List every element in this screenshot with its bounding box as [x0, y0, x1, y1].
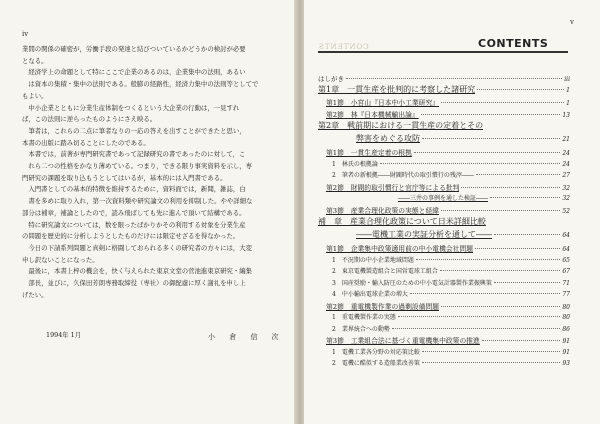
preface-line: の問題を歴史的に分析しようとしたものだけには限定せざるを得なかった。 — [22, 232, 240, 241]
leader-dots — [482, 340, 561, 341]
toc-entry-label: 2 筆者の新根拠――財閥時代の取引慣行の残滓―― — [332, 172, 474, 179]
toc-entry-label: 第1節 企業集中政策適用前の中小電機会社問題 — [326, 245, 474, 253]
toc-entry-label: 第2章 戦前期における一貫生産の定着とその — [318, 121, 484, 130]
toc-entry-label: 第3節 工業組合法に基づく重電機集中政策の推進 — [326, 337, 480, 345]
toc-entry-label: 4 中小輸出電球企業の増大 — [332, 291, 408, 298]
toc-page-number: 52 — [562, 207, 570, 215]
toc-entry-label: 1 重電機製作業の実態 — [332, 314, 396, 321]
table-of-contents — [318, 74, 570, 370]
left-page-number: iv — [22, 30, 29, 38]
preface-line: 書を多めに取り入れ，第一次資料類や研究論文の利用を抑制した。やや詳細な — [28, 197, 253, 206]
toc-page-number: 93 — [562, 360, 570, 367]
toc-entry[interactable] — [332, 255, 570, 267]
toc-entry[interactable] — [318, 74, 570, 84]
toc-page-number: 21 — [562, 136, 570, 143]
toc-page-number: iii — [564, 76, 570, 83]
leader-dots — [494, 234, 560, 235]
toc-entry-label: ――電機工業の実証分析を通して―― — [356, 230, 492, 239]
preface-line: 部長，並びに，久保田芳朗専務取締役（専社）の御配慮に厚く謝礼を申し上 — [28, 279, 246, 288]
preface-line: 最後に，本書上梓の機会を，快く与えられた東京文堂の菅池進東京研究・編集 — [28, 267, 253, 276]
toc-entry[interactable] — [318, 216, 570, 229]
toc-entry-label: 第2節 重電機製作業の過剰設備問題 — [326, 302, 440, 311]
leader-dots — [410, 293, 561, 294]
leader-dots — [422, 351, 561, 352]
toc-entry-label: はしがき — [318, 75, 344, 83]
preface-line: 業間の関係の確密が，労働手段の発達と結びついているかどうかの検討が必要 — [22, 45, 246, 53]
leader-dots — [476, 174, 561, 175]
preface-line: 本書の出版に踏み切ることにしたのである。 — [22, 138, 150, 147]
toc-entry-label: 弊害をめぐる攻防 — [356, 134, 420, 143]
preface-line: 本書では，前著が専門研究書であって記録研究の書であったのに対して，こ — [28, 150, 246, 159]
author-name: 小 倉 信 次 — [208, 333, 285, 341]
title-rule — [318, 51, 568, 53]
leader-dots — [346, 78, 562, 79]
toc-entry[interactable] — [332, 278, 570, 290]
toc-entry-label: 3 国産奨励・輸入防圧のための中小電気計器製作業振興策 — [332, 279, 492, 287]
toc-entry[interactable] — [326, 205, 570, 217]
preface-line: 筆者は，これらの二点に筆者なりの一応の答えを出すことができたと思い， — [28, 126, 246, 135]
toc-page-number: 32 — [562, 184, 570, 192]
toc-entry-label: 1 電機工業各分野の対応策比較 — [332, 348, 420, 356]
preface-line: 入門書としての基本的特徴を維持するために，資料面では，新聞，雑誌，白 — [28, 185, 246, 194]
show-through-text: CONTENTS — [318, 43, 369, 51]
toc-page-number: 65 — [562, 256, 570, 264]
leader-dots — [416, 259, 561, 260]
leader-dots — [422, 362, 561, 363]
left-page — [0, 0, 296, 424]
toc-page-number: 80 — [562, 314, 570, 321]
toc-entry[interactable] — [326, 147, 570, 159]
toc-entry[interactable] — [332, 289, 570, 301]
leader-dots — [421, 114, 561, 115]
preface-line: 今日の下請系列問題と真剣に格闘しておられる多くの研究者の方々には，大変 — [28, 243, 253, 252]
toc-entry[interactable] — [398, 193, 570, 205]
leader-dots — [441, 306, 560, 307]
toc-page-number: 27 — [562, 172, 570, 179]
preface-line: となる。 — [22, 56, 48, 65]
preface-line: 部分は補章，補論としたので，読み飛ばしても先に進んで頂いて結構である。 — [22, 208, 246, 217]
toc-entry[interactable] — [318, 84, 570, 97]
toc-page-number: 24 — [562, 160, 570, 168]
toc-page-number: 71 — [562, 279, 570, 287]
preface-line: 申し訳ないことになった。 — [22, 255, 99, 264]
toc-entry-label: 第1節 一貫生産定着の根拠 — [326, 149, 412, 157]
toc-entry[interactable] — [326, 243, 570, 255]
toc-entry[interactable] — [332, 159, 570, 171]
toc-entry[interactable] — [326, 97, 570, 109]
toc-entry[interactable] — [356, 229, 570, 243]
preface-text — [22, 44, 290, 301]
toc-entry[interactable] — [318, 120, 570, 133]
toc-entry[interactable] — [332, 266, 570, 278]
leader-dots — [494, 282, 561, 283]
toc-entry[interactable] — [332, 324, 570, 336]
toc-entry[interactable] — [326, 182, 570, 194]
leader-dots — [477, 89, 564, 90]
contents-title: CONTENTS — [478, 37, 549, 50]
leader-dots — [398, 316, 561, 317]
toc-entry[interactable] — [326, 109, 570, 121]
preface-line: は資本の集積・集中の法則である。般膨の経路性，経済力集中の法則等としてで — [28, 80, 259, 89]
toc-entry-label: 第1章 一貫生産を批判的に考察した諸研究 — [318, 85, 476, 94]
preface-line: れら二つの性格をかなり薄めている。つまり，できる限り事実資料を示し，専 — [28, 162, 253, 171]
toc-page-number: 67 — [562, 268, 570, 275]
toc-page-number: 24 — [562, 150, 570, 157]
leader-dots — [422, 138, 560, 139]
toc-page-number: 1 — [566, 87, 570, 94]
toc-entry-label: ――三井の事例を通した検証―― — [398, 195, 489, 202]
toc-page-number: 32 — [562, 195, 570, 202]
toc-entry[interactable] — [332, 358, 570, 370]
toc-page-number: 13 — [562, 111, 570, 119]
toc-page-number: 91 — [562, 348, 570, 356]
toc-entry-label: 1 林氏の根拠論 — [332, 160, 378, 168]
leader-dots — [392, 328, 561, 329]
preface-line: もよい。 — [22, 91, 48, 100]
leader-dots — [461, 187, 560, 188]
toc-page-number: 64 — [562, 246, 570, 253]
preface-line: げたい。 — [22, 290, 48, 299]
leader-dots — [414, 152, 560, 153]
toc-entry-label: 第3節 産業合理化政策の実態と経緯 — [326, 206, 440, 215]
preface-line: 中小企業とともに分業生産体制をつくるという大企業の行動は，一見すれ — [28, 103, 240, 112]
toc-entry-label: 第1節 小宮山『日本中小工業研究』 — [326, 99, 440, 107]
preface-date: 1994年 1月 — [46, 331, 82, 339]
toc-entry[interactable] — [356, 133, 570, 147]
toc-entry-label: 第2節 林『日本機械輸出論』 — [326, 110, 419, 119]
toc-page-number: 77 — [562, 291, 570, 298]
preface-line: ば，この法則に逆らったものようにさえ映る。 — [22, 115, 157, 124]
toc-page-number: 91 — [562, 338, 570, 345]
toc-page-number: 80 — [562, 303, 570, 311]
leader-dots — [440, 270, 561, 271]
preface-line: 特に研究論文については，数を限ったばかりかその利用する対象を分業生産 — [28, 220, 246, 229]
toc-page-number: 86 — [562, 325, 570, 333]
toc-entry-label: 1 不況期の中小企業地域問題 — [332, 256, 414, 264]
toc-entry-label: 第2節 財閥的取引慣行と官庁等による批判 — [326, 183, 460, 192]
toc-entry[interactable] — [332, 347, 570, 359]
toc-entry[interactable] — [326, 301, 570, 313]
leader-dots — [490, 197, 560, 198]
toc-entry[interactable] — [332, 170, 570, 182]
toc-entry-label: 2 業界統合への動勢 — [332, 325, 390, 333]
preface-line: 経済学上の命題として特にここで企業のあるのは，企業集中の法則，あるい — [28, 68, 246, 77]
toc-page-number: 64 — [562, 232, 570, 239]
leader-dots — [441, 210, 560, 211]
leader-dots — [380, 163, 561, 164]
toc-page-number: 1 — [566, 100, 570, 107]
toc-entry[interactable] — [326, 335, 570, 347]
right-page-number: v — [570, 18, 574, 26]
toc-entry[interactable] — [332, 312, 570, 324]
preface-line: 門研究の課題を取り込もうとしてはいるが，基本的には入門書である。 — [22, 173, 227, 182]
toc-entry-label: 2 東京電機製造組合と国営電球工組合 — [332, 268, 438, 275]
leader-dots — [441, 102, 564, 103]
leader-dots — [475, 248, 560, 249]
toc-entry-label: 補 章 産業合理化政策について日米詳細比較 — [318, 217, 486, 226]
toc-entry-label: 2 電機に酷似する造船業改善策 — [332, 360, 420, 367]
